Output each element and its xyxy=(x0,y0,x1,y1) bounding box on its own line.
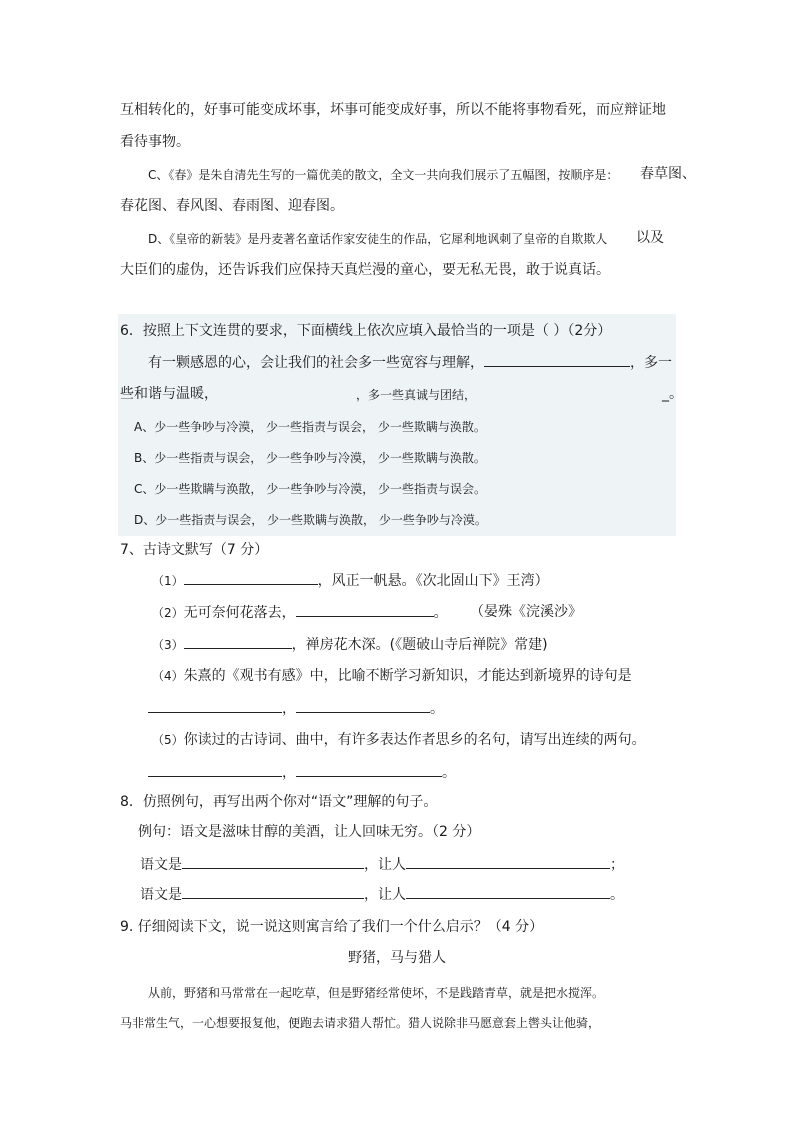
question-6-option-b: B、少一些指责与误会， 少一些争吵与冷漠， 少一些欺瞒与涣散。 xyxy=(134,451,486,465)
answer-blank[interactable] xyxy=(182,884,364,899)
question-7-item-3 xyxy=(152,634,548,655)
answer-blank[interactable] xyxy=(184,570,318,585)
answer-blank[interactable] xyxy=(184,634,292,649)
passage-text: 有一颗感恩的心，会让我们的社会多一些宽容与理解， xyxy=(148,355,484,371)
question-7-item-2 xyxy=(152,602,448,623)
question-6-passage-end: _。 xyxy=(662,386,683,402)
answer-blank[interactable] xyxy=(148,698,282,713)
answer-blank[interactable] xyxy=(484,352,630,367)
fable-title: 野猪，马与猎人 xyxy=(348,950,446,966)
item-number: （1） xyxy=(152,574,184,588)
question-6-option-a: A、少一些争吵与冷漠， 少一些指责与误会， 少一些欺瞒与涣散。 xyxy=(134,420,486,434)
option-c-line-1-end: 春草图、 xyxy=(640,166,696,182)
item-text: ，禅房花木深。(《题破山寺后禅院》常建) xyxy=(291,637,548,653)
end-mark: 。 xyxy=(610,887,624,903)
fable-paragraph-line-2: 马非常生气，一心想要报复他，便跑去请求猎人帮忙。猎人说除非马愿意套上辔头让他骑， xyxy=(120,1016,601,1030)
question-7-item-5 xyxy=(152,730,646,750)
separator: ， xyxy=(282,701,296,717)
question-9-stem: 9. 仔细阅读下文，说一说这则寓言给了我们一个什么启示？（4 分） xyxy=(120,919,544,935)
answer-blank[interactable] xyxy=(182,854,364,869)
end-mark: 。 xyxy=(442,765,456,781)
question-8-answer-line-1 xyxy=(140,854,624,875)
end-mark: ； xyxy=(610,857,624,873)
option-c-line-2: 春花图、春风图、春雨图、迎春图。 xyxy=(120,198,344,214)
answer-blank[interactable] xyxy=(296,602,434,617)
option-c-line-1 xyxy=(148,165,618,185)
question-7-stem: 7、古诗文默写（7 分） xyxy=(120,542,269,558)
line-mid: ，让人 xyxy=(364,857,406,873)
answer-blank[interactable] xyxy=(296,698,430,713)
answer-blank[interactable] xyxy=(406,854,610,869)
option-d-line-2: 大臣们的虚伪，还告诉我们应保持天真烂漫的童心，要无私无畏，敢于说真话。 xyxy=(120,262,610,278)
question-8-stem: 8．仿照例句，再写出两个你对“语文”理解的句子。 xyxy=(120,794,438,810)
option-d-line-1-end: 以及 xyxy=(636,230,664,246)
item-text: 。 xyxy=(433,605,448,621)
question-6-stem: 6．按照上下文连贯的要求，下面横线上依次应填入最恰当的一项是（ ）（2分） xyxy=(120,323,612,339)
item-number: （5） xyxy=(152,733,184,747)
answer-blank[interactable] xyxy=(296,762,442,777)
line-prefix: 语文是 xyxy=(140,887,182,903)
item-number: （2） xyxy=(152,606,184,620)
item-number: （4） xyxy=(152,669,184,683)
separator: ， xyxy=(282,765,296,781)
question-7-item-5-answer xyxy=(148,762,456,783)
fable-paragraph-line-1: 从前，野猪和马常常在一起吃草，但是野猪经常使坏，不是践踏青草，就是把水搅浑。 xyxy=(148,986,605,1000)
passage-text: 些和谐与温暖， xyxy=(120,386,218,402)
item-text: ，风正一帆悬。《次北固山下》王湾） xyxy=(317,573,549,589)
option-c-text: C、《春》是朱自清先生写的一篇优美的散文，全文一共向我们展示了五幅图，按顺序是： xyxy=(148,168,619,182)
passage-text: ，多一 xyxy=(630,355,672,371)
option-d-line-1: D、《皇帝的新装》是丹麦著名童话作家安徒生的作品，它犀利地讽刺了皇帝的自欺欺人 xyxy=(148,232,608,246)
line-mid: ，让人 xyxy=(364,887,406,903)
question-7-item-4 xyxy=(152,666,632,686)
question-6-passage-line-1 xyxy=(148,352,672,373)
question-8-answer-line-2 xyxy=(140,884,624,905)
continuation-line-2: 看待事物。 xyxy=(120,134,190,150)
question-6-passage-middle: ，多一些真诚与团结， xyxy=(356,388,477,402)
end-mark: 。 xyxy=(430,701,444,717)
question-7-item-4-answer xyxy=(148,698,444,719)
question-6-option-d: D、少一些指责与误会， 少一些欺瞒与涣散， 少一些争吵与冷漠。 xyxy=(134,513,487,527)
item-text: 你读过的古诗词、曲中，有许多表达作者思乡的名句，请写出连续的两句。 xyxy=(183,732,646,748)
item-text: 无可奈何花落去， xyxy=(183,605,296,621)
item-number: （3） xyxy=(152,638,184,652)
answer-blank[interactable] xyxy=(406,884,610,899)
answer-blank[interactable] xyxy=(148,762,282,777)
question-7-item-1 xyxy=(152,570,549,591)
question-6-passage-line-2 xyxy=(120,384,218,404)
question-7-item-2-source: （晏殊《浣溪沙》 xyxy=(470,604,582,620)
item-text: 朱熹的《观书有感》中，比喻不断学习新知识，才能达到新境界的诗句是 xyxy=(183,668,632,684)
question-8-example: 例句：语文是滋味甘醇的美酒，让人回味无穷。（2 分） xyxy=(138,824,481,840)
question-6-option-c: C、少一些欺瞒与涣散， 少一些争吵与冷漠， 少一些指责与误会。 xyxy=(134,482,487,496)
continuation-line-1: 互相转化的，好事可能变成坏事，坏事可能变成好事，所以不能将事物看死，而应辩证地 xyxy=(120,102,666,118)
line-prefix: 语文是 xyxy=(140,857,182,873)
